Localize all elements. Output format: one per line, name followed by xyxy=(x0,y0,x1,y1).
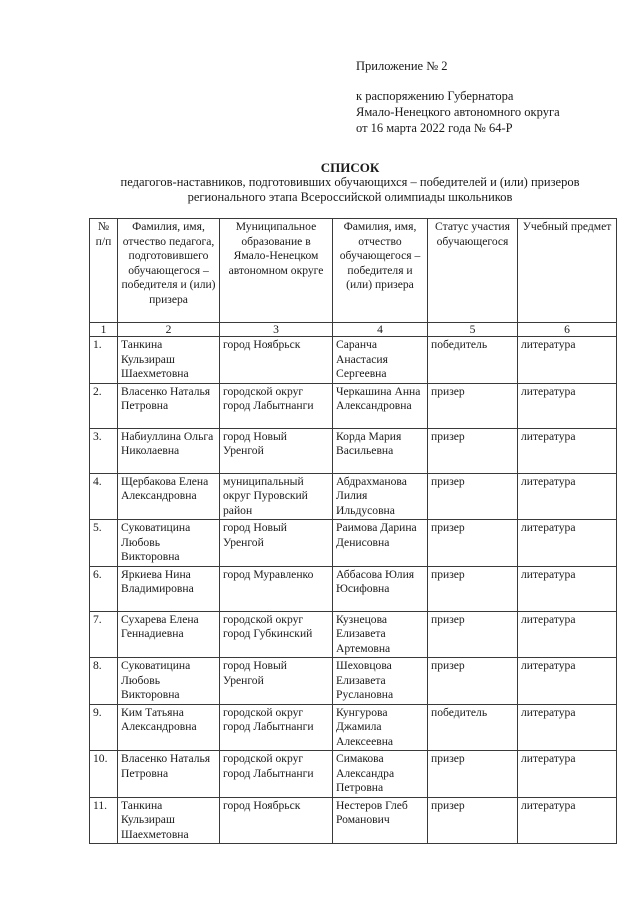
table-row xyxy=(90,704,617,751)
appendix-title: Приложение № 2 xyxy=(356,59,448,73)
document-subtitle-line-1: педагогов-наставников, подготовивших обучающихся – победителей и (или) призеров xyxy=(120,175,580,189)
cell-number: 1. xyxy=(90,337,118,384)
cell-subject: литература xyxy=(518,797,617,844)
appendix-line-2: Ямало-Ненецкого автономного округа xyxy=(356,105,560,119)
cell-subject: литература xyxy=(518,658,617,705)
cell-subject: литература xyxy=(518,473,617,520)
cell-status: призер xyxy=(428,566,518,611)
cell-municipality: город Новый Уренгой xyxy=(220,428,333,473)
header-subject: Учебный предмет xyxy=(518,219,617,323)
header-municipality: Муниципальное образование в Ямало-Ненецком автономном округе xyxy=(220,219,333,323)
cell-teacher: Яркиева Нина Владимировна xyxy=(118,566,220,611)
header-student: Фамилия, имя, отчество обучающегося – победителя и (или) призера xyxy=(333,219,428,323)
table-row xyxy=(90,658,617,705)
cell-teacher: Власенко Наталья Петровна xyxy=(118,751,220,798)
column-number: 5 xyxy=(428,323,518,337)
header-status: Статус участия обучающегося xyxy=(428,219,518,323)
column-numbers-row xyxy=(90,323,617,337)
cell-status: призер xyxy=(428,428,518,473)
table-row xyxy=(90,337,617,384)
cell-student: Кунгурова Джамила Алексеевна xyxy=(333,704,428,751)
cell-number: 4. xyxy=(90,473,118,520)
cell-municipality: городской округ город Губкинский xyxy=(220,611,333,658)
cell-status: призер xyxy=(428,473,518,520)
cell-subject: литература xyxy=(518,337,617,384)
cell-number: 2. xyxy=(90,383,118,428)
column-number: 1 xyxy=(90,323,118,337)
cell-municipality: городской округ город Лабытнанги xyxy=(220,704,333,751)
cell-status: призер xyxy=(428,658,518,705)
cell-status: призер xyxy=(428,383,518,428)
cell-status: победитель xyxy=(428,337,518,384)
cell-student: Кузнецова Елизавета Артемовна xyxy=(333,611,428,658)
cell-teacher: Суковатицина Любовь Викторовна xyxy=(118,520,220,567)
cell-student: Абдрахманова Лилия Ильдусовна xyxy=(333,473,428,520)
cell-status: призер xyxy=(428,751,518,798)
table-row xyxy=(90,520,617,567)
cell-number: 6. xyxy=(90,566,118,611)
cell-subject: литература xyxy=(518,520,617,567)
cell-number: 3. xyxy=(90,428,118,473)
cell-number: 7. xyxy=(90,611,118,658)
cell-status: призер xyxy=(428,611,518,658)
cell-subject: литература xyxy=(518,611,617,658)
cell-subject: литература xyxy=(518,704,617,751)
cell-subject: литература xyxy=(518,428,617,473)
table-row xyxy=(90,751,617,798)
cell-municipality: город Новый Уренгой xyxy=(220,658,333,705)
table-row xyxy=(90,383,617,428)
header-number: № п/п xyxy=(90,219,118,323)
document-subtitle-line-2: регионального этапа Всероссийской олимпиады школьников xyxy=(187,190,513,204)
table-header-row xyxy=(90,219,617,323)
cell-municipality: муниципальный округ Пуровский район xyxy=(220,473,333,520)
document-title: СПИСОК xyxy=(320,160,380,175)
column-number: 2 xyxy=(118,323,220,337)
table-row xyxy=(90,473,617,520)
appendix-block xyxy=(356,58,560,136)
cell-student: Корда Мария Васильевна xyxy=(333,428,428,473)
cell-municipality: город Ноябрьск xyxy=(220,337,333,384)
cell-municipality: город Ноябрьск xyxy=(220,797,333,844)
cell-subject: литература xyxy=(518,383,617,428)
cell-student: Нестеров Глеб Романович xyxy=(333,797,428,844)
cell-student: Черкашина Анна Александровна xyxy=(333,383,428,428)
cell-number: 10. xyxy=(90,751,118,798)
mentors-table xyxy=(89,218,617,844)
cell-subject: литература xyxy=(518,751,617,798)
table-row xyxy=(90,611,617,658)
cell-teacher: Танкина Кульзираш Шаехметовна xyxy=(118,797,220,844)
cell-status: победитель xyxy=(428,704,518,751)
table-row xyxy=(90,797,617,844)
cell-teacher: Танкина Кульзираш Шаехметовна xyxy=(118,337,220,384)
cell-number: 8. xyxy=(90,658,118,705)
table-row xyxy=(90,566,617,611)
table-row xyxy=(90,428,617,473)
cell-status: призер xyxy=(428,797,518,844)
cell-student: Саранча Анастасия Сергеевна xyxy=(333,337,428,384)
cell-status: призер xyxy=(428,520,518,567)
cell-teacher: Суковатицина Любовь Викторовна xyxy=(118,658,220,705)
cell-subject: литература xyxy=(518,566,617,611)
column-number: 6 xyxy=(518,323,617,337)
cell-student: Шеховцова Елизавета Руслановна xyxy=(333,658,428,705)
appendix-line-1: к распоряжению Губернатора xyxy=(356,89,514,103)
column-number: 4 xyxy=(333,323,428,337)
cell-teacher: Щербакова Елена Александровна xyxy=(118,473,220,520)
cell-teacher: Сухарева Елена Геннадиевна xyxy=(118,611,220,658)
cell-student: Аббасова Юлия Юсифовна xyxy=(333,566,428,611)
cell-teacher: Ким Татьяна Александровна xyxy=(118,704,220,751)
cell-municipality: городской округ город Лабытнанги xyxy=(220,383,333,428)
cell-student: Раимова Дарина Денисовна xyxy=(333,520,428,567)
cell-number: 11. xyxy=(90,797,118,844)
cell-teacher: Власенко Наталья Петровна xyxy=(118,383,220,428)
cell-municipality: город Муравленко xyxy=(220,566,333,611)
cell-number: 5. xyxy=(90,520,118,567)
cell-teacher: Набиуллина Ольга Николаевна xyxy=(118,428,220,473)
cell-municipality: город Новый Уренгой xyxy=(220,520,333,567)
document-heading xyxy=(80,160,620,205)
appendix-line-3: от 16 марта 2022 года № 64-Р xyxy=(356,121,513,135)
cell-municipality: городской округ город Лабытнанги xyxy=(220,751,333,798)
cell-student: Симакова Александра Петровна xyxy=(333,751,428,798)
column-number: 3 xyxy=(220,323,333,337)
header-teacher: Фамилия, имя, отчество педагога, подготовившего обучающегося – победителя и (или) призера xyxy=(118,219,220,323)
cell-number: 9. xyxy=(90,704,118,751)
